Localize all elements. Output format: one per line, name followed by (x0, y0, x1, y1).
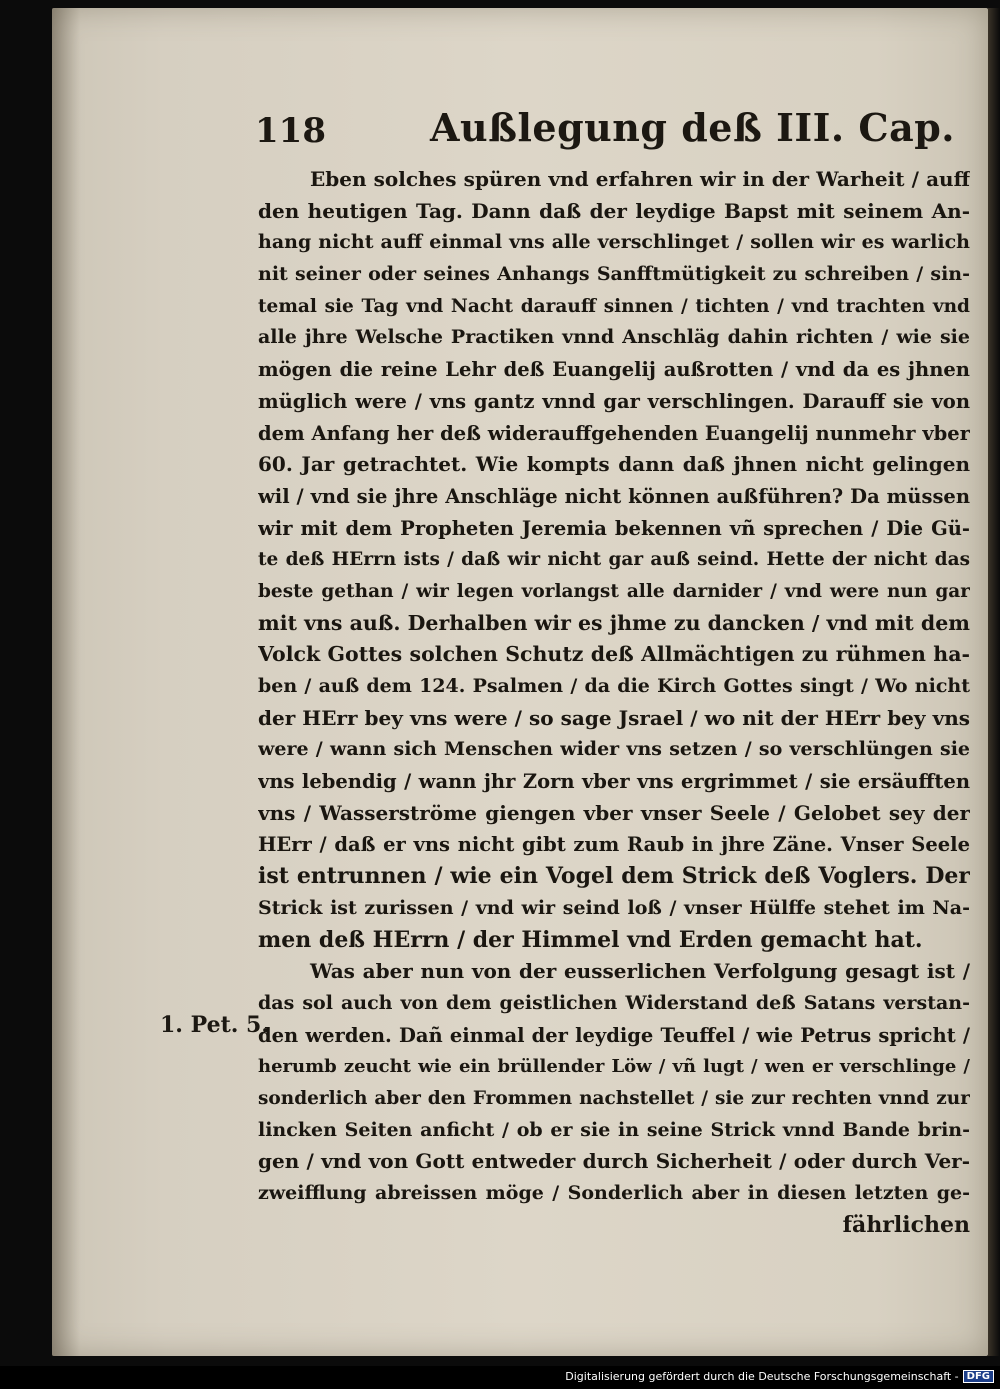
body-text (258, 164, 970, 1241)
text-line: wir mit dem Propheten Jeremia bekennen vñ sprechen / Die Gü- (258, 516, 970, 540)
text-line: vns lebendig / wann jhr Zorn vber vns ergrimmet / sie ersäufften (258, 770, 970, 794)
text-line: ist entrunnen / wie ein Vogel dem Strick deß Voglers. Der (258, 863, 970, 890)
text-line: Was aber nun von der eusserlichen Verfolgung gesagt ist / (310, 959, 970, 984)
footer-credit (565, 1370, 994, 1383)
text-line: hang nicht auff einmal vns alle verschlinget / sollen wir es warlich (258, 231, 970, 254)
text-line: sonderlich aber den Frommen nachstellet / sie zur rechten vnnd zur (258, 1087, 970, 1109)
text-line: lincken Seiten anficht / ob er sie in seine Strick vnnd Bande brin- (258, 1118, 970, 1141)
text-line: mit vns auß. Derhalben wir es jhme zu dancken / vnd mit dem (258, 610, 970, 635)
text-line: ben / auß dem 124. Psalmen / da die Kirch Gottes singt / Wo nicht (258, 675, 970, 697)
page-edge (988, 8, 1000, 1356)
text-line: were / wann sich Menschen wider vns setzen / so verschlüngen sie (258, 738, 970, 761)
funding-credit: Digitalisierung gefördert durch die Deutsche Forschungsgemeinschaft - (565, 1370, 959, 1383)
text-line: te deß HErrn ists / daß wir nicht gar auß seind. Hette der nicht das (258, 549, 970, 571)
running-title: Außlegung deß III. Cap. (430, 105, 956, 150)
marginal-note: 1. Pet. 5. (160, 1012, 270, 1038)
text-line: nit seiner oder seines Anhangs Sanfftmütigkeit zu schreiben / sin- (258, 263, 970, 286)
dfg-logo: DFG (963, 1370, 994, 1383)
text-line: Strick ist zurissen / vnd wir seind loß / vnser Hülffe stehet im Na- (258, 896, 970, 919)
text-line: den heutigen Tag. Dann daß der leydige Bapst mit seinem An- (258, 198, 970, 223)
catchword: fährlichen (842, 1211, 970, 1238)
text-line: das sol auch von dem geistlichen Widerstand deß Satans verstan- (258, 991, 970, 1014)
text-line: vns / Wasserströme giengen vber vnser Seele / Gelobet sey der (258, 800, 970, 825)
text-line: dem Anfang her deß widerauffgehenden Euangelij nunmehr vber (258, 421, 970, 445)
text-line: 60. Jar getrachtet. Wie kompts dann daß jhnen nicht gelingen (258, 452, 970, 477)
text-line: beste gethan / wir legen vorlangst alle darnider / vnd were nun gar (258, 580, 970, 602)
text-line: alle jhre Welsche Practiken vnnd Anschläg dahin richten / wie sie (258, 326, 970, 349)
text-line: der HErr bey vns were / so sage Jsrael / wo nit der HErr bey vns (258, 705, 970, 730)
text-line: zweifflung abreissen möge / Sonderlich aber in diesen letzten ge- (258, 1182, 970, 1204)
text-line: Eben solches spüren vnd erfahren wir in der Warheit / auff (310, 167, 970, 191)
text-line: gen / vnd von Gott entweder durch Sicherheit / oder durch Ver- (258, 1149, 970, 1174)
text-line: mögen die reine Lehr deß Euangelij außrotten / vnd da es jhnen (258, 358, 970, 382)
text-line: men deß HErrn / der Himmel vnd Erden gemacht hat. (258, 926, 923, 953)
text-line: den werden. Dañ einmal der leydige Teuffel / wie Petrus spricht / (258, 1023, 970, 1047)
text-line: HErr / daß er vns nicht gibt zum Raub in jhre Zäne. Vnser Seele (258, 833, 970, 857)
text-line: wil / vnd sie jhre Anschläge nicht können außführen? Da müssen (258, 484, 970, 508)
text-line: Volck Gottes solchen Schutz deß Allmächtigen zu rühmen ha- (258, 642, 970, 667)
page-number: 118 (255, 111, 326, 151)
text-line: müglich were / vns gantz vnnd gar verschlingen. Darauff sie von (258, 389, 970, 413)
page-header (255, 105, 975, 157)
text-line: herumb zeucht wie ein brüllender Löw / vñ lugt / wen er verschlinge / (258, 1056, 970, 1078)
text-line: temal sie Tag vnd Nacht darauff sinnen / tichten / vnd trachten vnd (258, 295, 970, 317)
